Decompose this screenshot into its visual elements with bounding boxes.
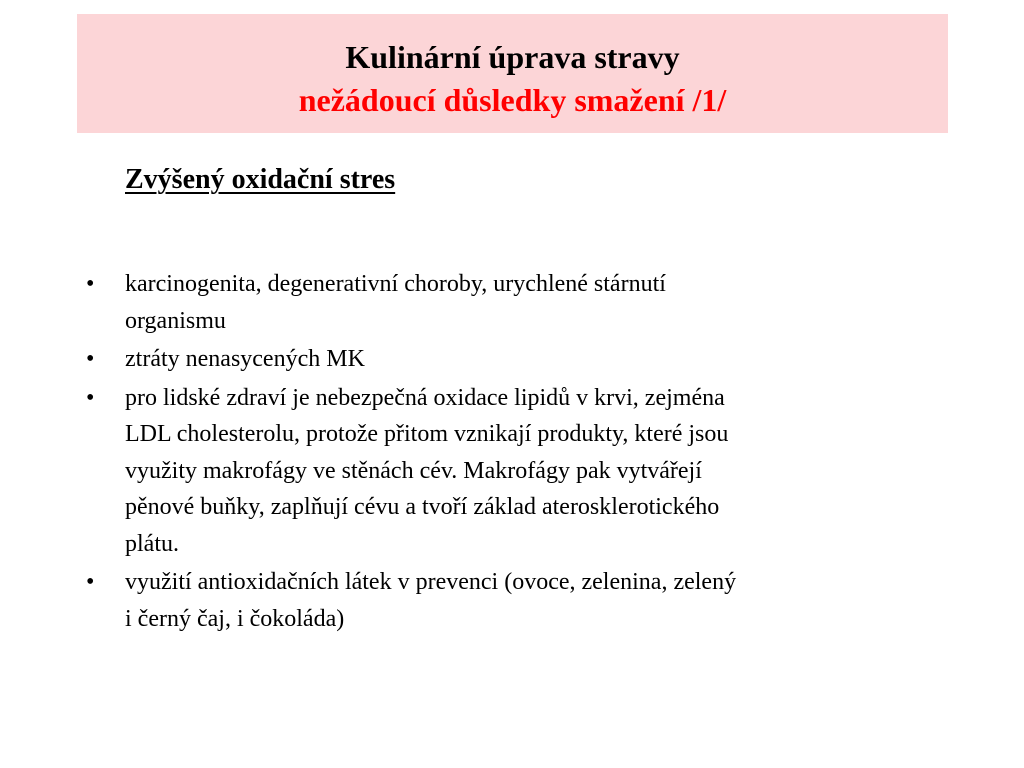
bullet-dot-icon: •	[86, 569, 95, 595]
bullet-item	[86, 266, 946, 339]
bullet-line: ztráty nenasycených MK	[125, 346, 365, 372]
bullet-line: i černý čaj, i čokoláda)	[125, 605, 345, 632]
bullet-line: pěnové buňky, zaplňují cévu a tvoří základ aterosklerotického	[125, 494, 720, 520]
bullet-item	[86, 341, 946, 378]
title-banner	[77, 14, 948, 133]
bullet-line: organismu	[125, 307, 226, 334]
bullet-line: pro lidské zdraví je nebezpečná oxidace lipidů v krvi, zejména	[125, 384, 725, 411]
bullet-dot-icon: •	[86, 384, 95, 411]
bullet-line: karcinogenita, degenerativní choroby, urychlené stárnutí	[125, 271, 666, 297]
bullet-list	[86, 266, 946, 639]
bullet-dot-icon: •	[86, 346, 95, 372]
bullet-item	[86, 380, 946, 563]
bullet-line: plátu.	[125, 530, 179, 557]
bullet-item	[86, 564, 946, 637]
bullet-line: využití antioxidačních látek v prevenci (ovoce, zelenina, zelený	[125, 569, 737, 595]
bullet-dot-icon: •	[86, 271, 95, 297]
slide-subtitle: nežádoucí důsledky smažení /1/	[298, 82, 727, 118]
bullet-line: využity makrofágy ve stěnách cév. Makrofágy pak vytvářejí	[125, 457, 702, 484]
slide-title: Kulinární úprava stravy	[345, 39, 680, 75]
section-heading: Zvýšený oxidační stres	[125, 164, 396, 195]
bullet-line: LDL cholesterolu, protože přitom vznikají produkty, které jsou	[125, 421, 729, 447]
